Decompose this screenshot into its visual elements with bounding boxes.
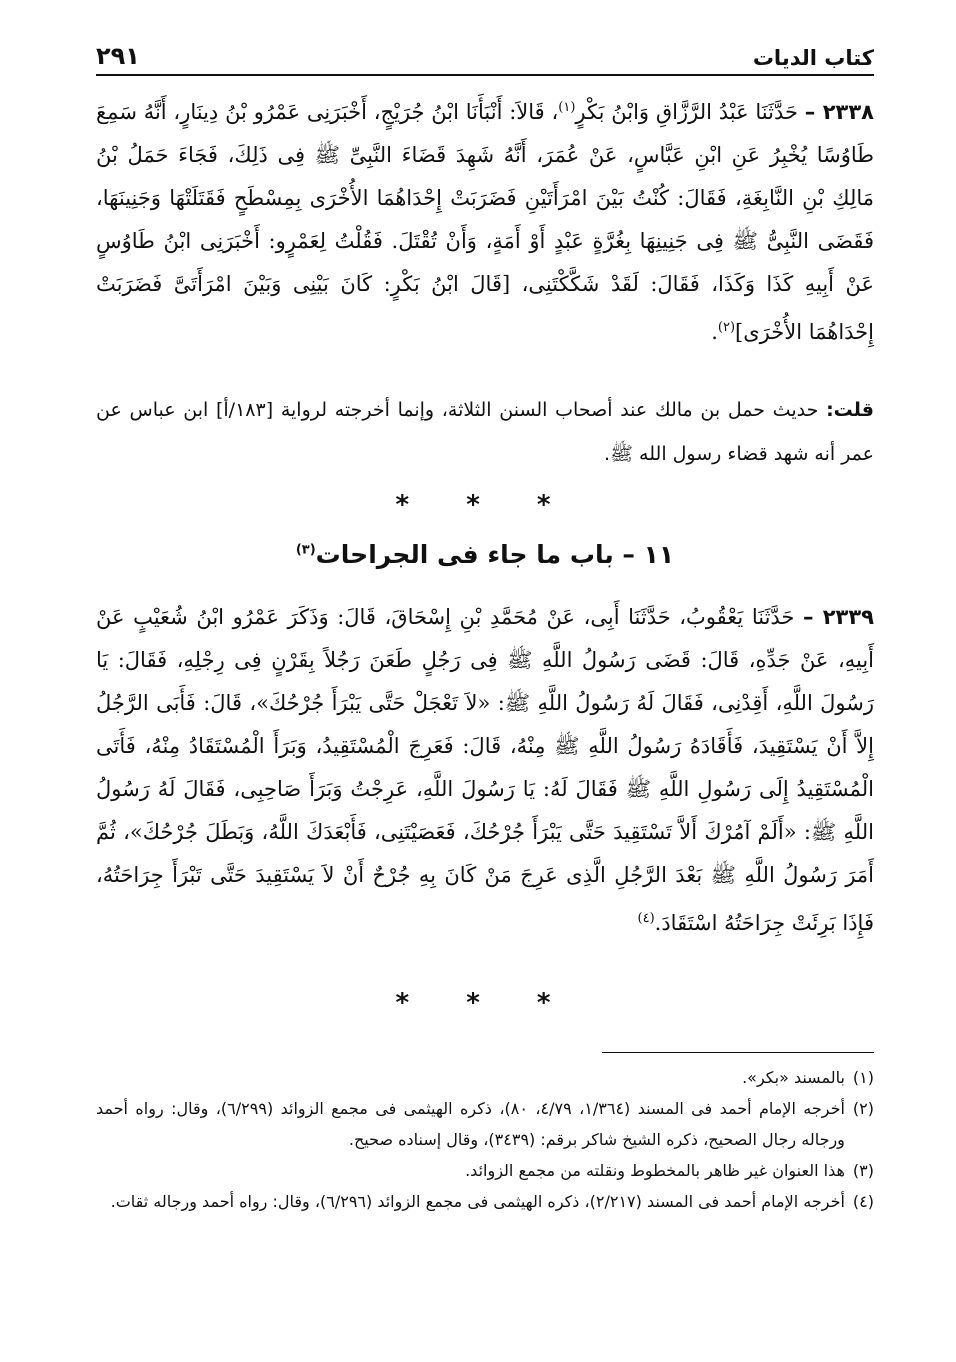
hadith-number: ٢٣٣٩ – bbox=[803, 605, 874, 629]
editor-note-label: قلت: bbox=[826, 399, 874, 421]
footnote-ref: (٣) bbox=[295, 542, 316, 558]
footnote-ref: (١) bbox=[558, 100, 576, 115]
page-number: ٢٩١ bbox=[96, 42, 140, 70]
footnote-text: بالمسند «بكر». bbox=[742, 1068, 845, 1087]
footnotes bbox=[96, 1062, 874, 1217]
section-separator: * * * bbox=[395, 988, 575, 1018]
footnote-number: (٤) bbox=[852, 1192, 874, 1211]
hadith-text: حَدَّثَنَا يَعْقُوبُ، حَدَّثَنَا أَبِى، عَنْ مُحَمَّدِ بْنِ إِسْحَاقَ، قَالَ: وَذَكَرَ عَمْرُو ابْنُ شُعَيْبٍ عَنْ أَبِيهِ، عَنْ جَدِّهِ، قَالَ: قَضَى رَسُولُ اللَّهِ ﷺ فِى رَجُلٍ طَعَنَ رَجُلاً بِقَرْنٍ فِى رِجْلِهِ، فَقَالَ: يَا رَسُولَ اللَّهِ، أَقِدْنِى، فَقَالَ لَهُ رَسُولُ اللَّهِ ﷺ: «لاَ تَعْجَلْ حَتَّى يَبْرَأَ جُرْحُكَ»، قَالَ: فَأَبَى الرَّجُلُ إِلاَّ أَنْ يَسْتَقِيدَ، فَأَقَادَهُ رَسُولُ اللَّهِ ﷺ مِنْهُ، قَالَ: فَعَرِجَ الْمُسْتَقِيدُ، وَبَرَأَ الْمُسْتَقَادُ مِنْهُ، فَأَتَى الْمُسْتَقِيدُ إِلَى رَسُولِ اللَّهِ ﷺ فَقَالَ لَهُ: يَا رَسُولَ اللَّهِ، عَرِجْتُ وَبَرَأَ صَاحِبِى، فَقَالَ لَهُ رَسُولُ اللَّهِ ﷺ: «أَلَمْ آمُرْكَ أَلاَّ تَسْتَقِيدَ حَتَّى يَبْرَأَ جُرْحُكَ، فَعَصَيْتَنِى، فَأَبْعَدَكَ اللَّهُ، وَبَطَلَ جُرْحُكَ»، ثُمَّ أَمَرَ رَسُولُ اللَّهِ ﷺ بَعْدَ الرَّجُلِ الَّذِى عَرِجَ مَنْ كَانَ بِهِ جُرْحٌ أَنْ لاَ يَسْتَقِيدَ حَتَّى تَبْرَأَ جِرَاحَتُهُ، فَإِذَا بَرِئَتْ جِرَاحَتُهُ اسْتَقَادَ bbox=[96, 605, 874, 935]
footnote bbox=[96, 1155, 874, 1186]
hadith-2338: ٢٣٣٨ – حَدَّثَنَا عَبْدُ الرَّزَّاقِ وَابْنُ بَكْرٍ$^{(١)}$، قَالاَ: أَنْبَأَنَا ابْنُ جُرَيْجٍ، أَخْبَرَنِى عَمْرُو بْنُ دِينَارٍ، أَنَّهُ سَمِعَ طَاوُسًا يُخْبِرُ عَنِ ابْنِ عَبَّاسٍ، عَنْ عُمَرَ، أَنَّهُ شَهِدَ قَضَاءَ النَّبِىِّ ﷺ فِى ذَلِكَ، فَجَاءَ حَمَلُ بْنُ مَالِكِ بْنِ النَّابِغَةِ، فَقَالَ: كُنْتُ بَيْنَ امْرَأَتَيْنِ فَضَرَبَتْ إِحْدَاهُمَا الأُخْرَى بِمِسْطَحٍ فَقَتَلَتْهَا وَجَنِينَهَا، فَقَضَى النَّبِىُّ ﷺ فِى جَنِينِهَا بِغُرَّةٍ عَبْدٍ أَوْ أَمَةٍ، وَأَنْ تُقْتَلَ. فَقُلْتُ لِعَمْرٍو: أَخْبَرَنِى ابْنُ طَاوُسٍ عَنْ أَبِيهِ كَذَا وَكَذَا، فَقَالَ: لَقَدْ شَكَّكْتَنِى، [قَالَ ابْنُ بَكْرٍ: كَانَ بَيْنِى وَبَيْنَ امْرَأَتَىَّ فَضَرَبَتْ إِحْدَاهُمَا الأُخْرَى]$^{(٢)}$. bbox=[96, 100, 875, 344]
chapter-title: ١١ – باب ما جاء فى الجراحات bbox=[315, 540, 675, 569]
footnote-number: (٣) bbox=[852, 1161, 874, 1180]
footnote-text: أخرجه الإمام أحمد فى المسند (١/٣٦٤، ٤/٧٩، ٨٠)، ذكره الهيثمى فى مجمع الزوائد (٦/٢٩٩)، وقال: رواه أحمد ورجاله رجال الصحيح، ذكره الشيخ شاكر برقم: (٣٤٣٩)، وقال إسناده صحيح. bbox=[96, 1099, 845, 1149]
footnote bbox=[96, 1062, 874, 1093]
book-title: كتاب الديات bbox=[752, 46, 874, 70]
footnote-text: أخرجه الإمام أحمد فى المسند (٢/٢١٧)، ذكره الهيثمى فى مجمع الزوائد (٦/٢٩٦)، وقال: رواه أحمد ورجاله ثقات. bbox=[110, 1192, 845, 1211]
editor-note-text: حديث حمل بن مالك عند أصحاب السنن الثلاثة، وإنما أخرجته لرواية [١٨٣/أ] ابن عباس عن عمر أنه شهد قضاء رسول الله ﷺ. bbox=[96, 399, 874, 465]
footnote-divider bbox=[602, 1052, 874, 1053]
section-separator: * * * bbox=[395, 490, 575, 520]
footnote-number: (٢) bbox=[852, 1099, 874, 1118]
editor-note bbox=[96, 388, 874, 476]
footnote bbox=[96, 1093, 874, 1155]
hadith-text: ، قَالاَ: أَنْبَأَنَا ابْنُ جُرَيْجٍ، أَخْبَرَنِى عَمْرُو بْنُ دِينَارٍ، أَنَّهُ سَمِعَ طَاوُسًا يُخْبِرُ عَنِ ابْنِ عَبَّاسٍ، عَنْ عُمَرَ، أَنَّهُ شَهِدَ قَضَاءَ النَّبِىِّ ﷺ فِى ذَلِكَ، فَجَاءَ حَمَلُ بْنُ مَالِكِ بْنِ النَّابِغَةِ، فَقَالَ: كُنْتُ بَيْنَ امْرَأَتَيْنِ فَضَرَبَتْ إِحْدَاهُمَا الأُخْرَى بِمِسْطَحٍ فَقَتَلَتْهَا وَجَنِينَهَا، فَقَضَى النَّبِىُّ ﷺ فِى جَنِينِهَا بِغُرَّةٍ عَبْدٍ أَوْ أَمَةٍ، وَأَنْ تُقْتَلَ. فَقُلْتُ لِعَمْرٍو: أَخْبَرَنِى ابْنُ طَاوُسٍ عَنْ أَبِيهِ كَذَا وَكَذَا، فَقَالَ: لَقَدْ شَكَّكْتَنِى، [قَالَ ابْنُ بَكْرٍ: كَانَ بَيْنِى وَبَيْنَ امْرَأَتَىَّ فَضَرَبَتْ إِحْدَاهُمَا الأُخْرَى] bbox=[96, 100, 874, 344]
footnote bbox=[96, 1186, 874, 1217]
hadith-number: ٢٣٣٨ – bbox=[804, 100, 875, 124]
chapter-heading bbox=[96, 540, 874, 569]
footnote-ref: (٢) bbox=[717, 320, 736, 335]
hadith-text: حَدَّثَنَا عَبْدُ الرَّزَّاقِ وَابْنُ بَكْرٍ bbox=[575, 100, 798, 124]
running-header bbox=[96, 32, 874, 76]
footnote-ref: (٤) bbox=[637, 911, 655, 926]
footnote-text: هذا العنوان غير ظاهر بالمخطوط ونقلته من مجمع الزوائد. bbox=[465, 1161, 845, 1180]
footnote-number: (١) bbox=[852, 1068, 874, 1087]
hadith-2339: ٢٣٣٩ – حَدَّثَنَا يَعْقُوبُ، حَدَّثَنَا أَبِى، عَنْ مُحَمَّدِ بْنِ إِسْحَاقَ، قَالَ: وَذَكَرَ عَمْرُو ابْنُ شُعَيْبٍ عَنْ أَبِيهِ، عَنْ جَدِّهِ، قَالَ: قَضَى رَسُولُ اللَّهِ ﷺ فِى رَجُلٍ طَعَنَ رَجُلاً بِقَرْنٍ فِى رِجْلِهِ، فَقَالَ: يَا رَسُولَ اللَّهِ، أَقِدْنِى، فَقَالَ لَهُ رَسُولُ اللَّهِ ﷺ: «لاَ تَعْجَلْ حَتَّى يَبْرَأَ جُرْحُكَ»، قَالَ: فَأَبَى الرَّجُلُ إِلاَّ أَنْ يَسْتَقِيدَ، فَأَقَادَهُ رَسُولُ اللَّهِ ﷺ مِنْهُ، قَالَ: فَعَرِجَ الْمُسْتَقِيدُ، وَبَرَأَ الْمُسْتَقَادُ مِنْهُ، فَأَتَى الْمُسْتَقِيدُ إِلَى رَسُولِ اللَّهِ ﷺ فَقَالَ لَهُ: يَا رَسُولَ اللَّهِ، عَرِجْتُ وَبَرَأَ صَاحِبِى، فَقَالَ لَهُ رَسُولُ اللَّهِ ﷺ: «أَلَمْ آمُرْكَ أَلاَّ تَسْتَقِيدَ حَتَّى يَبْرَأَ جُرْحُكَ، فَعَصَيْتَنِى، فَأَبْعَدَكَ اللَّهُ، وَبَطَلَ جُرْحُكَ»، ثُمَّ أَمَرَ رَسُولُ اللَّهِ ﷺ بَعْدَ الرَّجُلِ الَّذِى عَرِجَ مَنْ كَانَ بِهِ جُرْحٌ أَنْ لاَ يَسْتَقِيدَ حَتَّى تَبْرَأَ جِرَاحَتُهُ، فَإِذَا بَرِئَتْ جِرَاحَتُهُ اسْتَقَادَ.$^{(٤)}$ bbox=[96, 605, 874, 935]
